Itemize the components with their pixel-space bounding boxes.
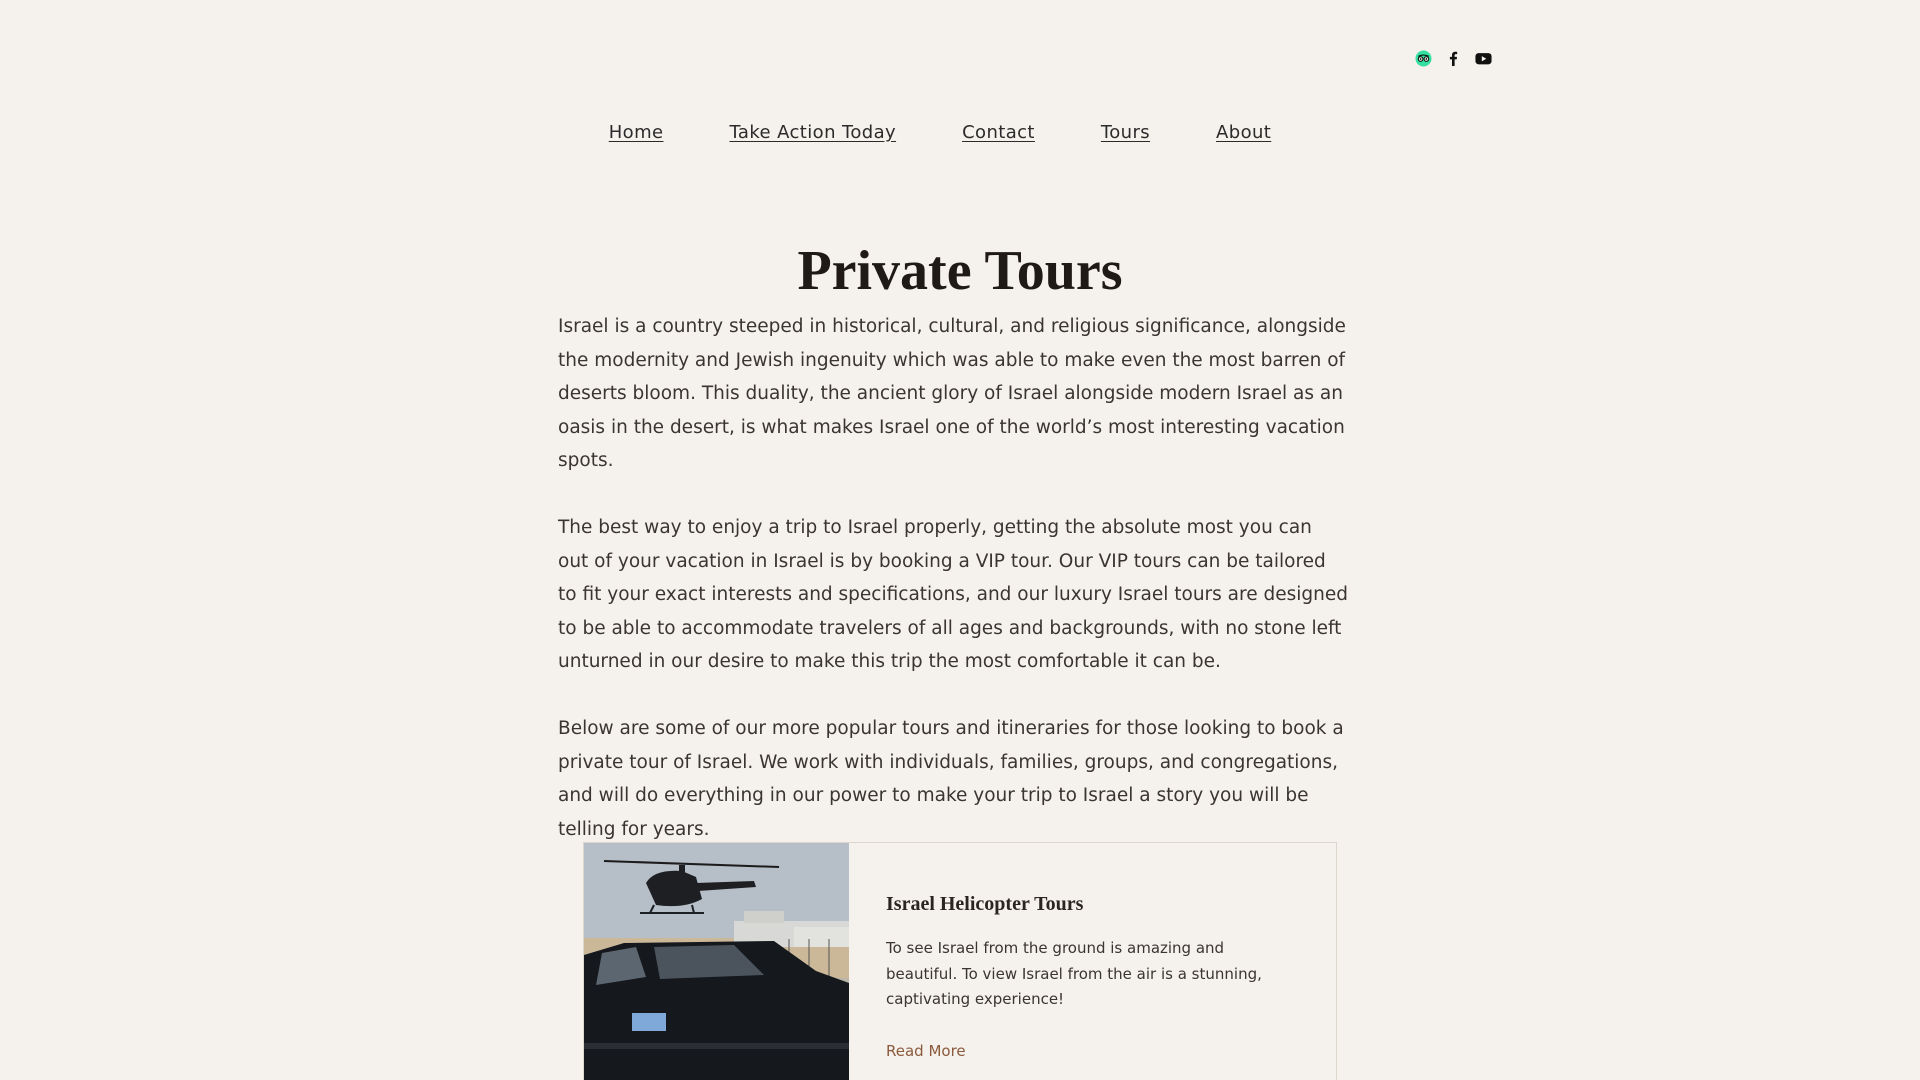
intro-paragraph: Below are some of our more popular tours and itineraries for those looking to book a private tour of Israel. We work with individuals, families, groups, and congregations, and will do everything in our power to make your trip to Israel a story you will be telling for years.	[558, 718, 1344, 840]
main-nav	[0, 122, 1920, 143]
page-title: Private Tours	[797, 240, 1123, 302]
card-title: Israel Helicopter Tours	[886, 893, 1084, 915]
nav-take-action-today[interactable]: Take Action Today	[729, 122, 897, 143]
card-description: To see Israel from the ground is amazing and beautiful. To view Israel from the air is a stunning, captivating experience!	[886, 939, 1262, 1008]
nav-contact[interactable]: Contact	[962, 122, 1035, 143]
nav-home[interactable]: Home	[608, 122, 664, 143]
nav-about[interactable]: About	[1216, 122, 1272, 143]
youtube-icon[interactable]	[1475, 50, 1492, 67]
tour-card	[583, 842, 1337, 1080]
helicopter-tour-image[interactable]	[584, 843, 849, 1080]
social-links	[1415, 50, 1492, 67]
intro-text	[558, 310, 1348, 880]
nav-tours[interactable]: Tours	[1100, 122, 1151, 143]
read-more-link[interactable]: Read More	[886, 1042, 966, 1060]
intro-paragraph: Israel is a country steeped in historical, cultural, and religious significance, alongside the modernity and Jewish ingenuity which was able to make even the most barren of deserts bloom. This duality, the ancient glory of Israel alongside modern Israel as an oasis in the desert, is what makes Israel one of the world’s most interesting vacation spots.	[558, 316, 1346, 471]
facebook-icon[interactable]	[1445, 50, 1462, 67]
intro-paragraph: The best way to enjoy a trip to Israel properly, getting the absolute most you can out of your vacation in Israel is by booking a VIP tour. Our VIP tours can be tailored to fit your exact interests and specifications, and our luxury Israel tours are designed to be able to accommodate travelers of all ages and backgrounds, with no stone left unturned in our desire to make this trip the most comfortable it can be.	[558, 517, 1348, 672]
tripadvisor-icon[interactable]	[1415, 50, 1432, 67]
